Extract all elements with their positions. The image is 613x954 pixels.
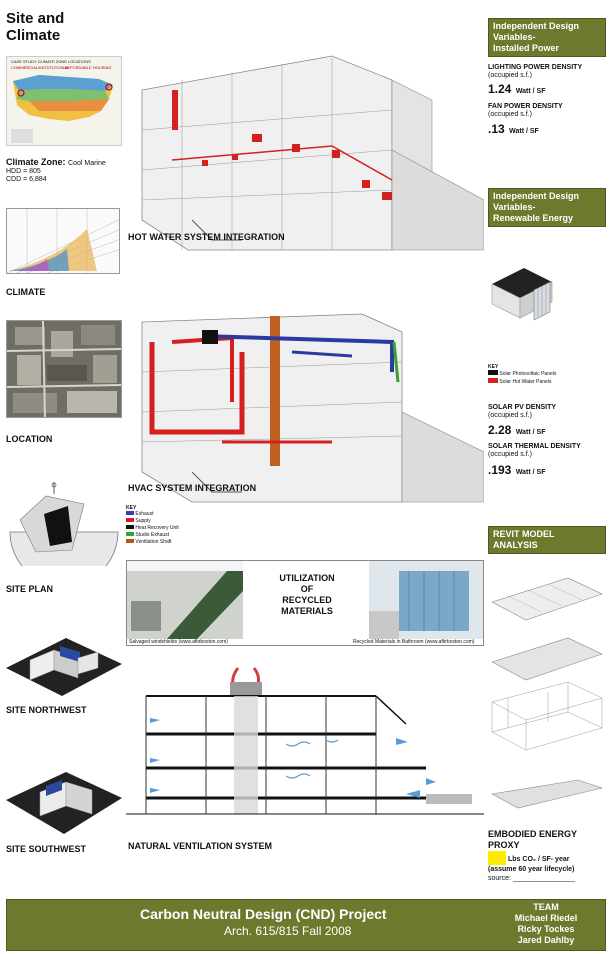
team-member: Michael Riedel bbox=[514, 913, 578, 923]
aerial-graphic bbox=[7, 321, 122, 418]
page-title: Site and Climate bbox=[6, 10, 65, 44]
hvac-key-item: Studio Exhaust bbox=[126, 532, 179, 539]
site-nw-graphic bbox=[6, 628, 122, 698]
revit-analysis-header: REVIT MODEL ANALYSIS bbox=[488, 526, 606, 554]
fpd-value-row: .13 Watt / SF bbox=[488, 122, 539, 136]
key-swatch-supply bbox=[126, 518, 134, 522]
site-northwest-label: SITE NORTHWEST bbox=[6, 705, 87, 715]
bathroom-photo bbox=[369, 561, 483, 639]
hvac-caption: HVAC SYSTEM INTEGRATION bbox=[128, 483, 257, 493]
hvac-key bbox=[126, 511, 179, 546]
location-label: LOCATION bbox=[6, 434, 53, 444]
footer-subtitle: Arch. 615/815 Fall 2008 bbox=[224, 924, 352, 938]
hvac-key-item: Heat Recovery Unit bbox=[126, 525, 179, 532]
bathroom-caption: Recycled Materials in Bathroom (www.aftirboston.com) bbox=[353, 639, 475, 645]
hot-water-system-image bbox=[132, 50, 484, 260]
psychrometric-graphic bbox=[7, 209, 120, 274]
hvac-building-graphic bbox=[132, 312, 484, 512]
site-plan-graphic bbox=[6, 480, 122, 566]
site-plan-image bbox=[6, 480, 122, 566]
site-sw-graphic bbox=[6, 760, 122, 836]
team-member: Ricky Tockes bbox=[517, 924, 575, 934]
us-map-graphic bbox=[9, 71, 119, 129]
pv-sub: (occupied s.f.) bbox=[488, 412, 532, 419]
embodied-source: source: ________________ bbox=[488, 875, 576, 882]
map-legend-box bbox=[11, 129, 33, 143]
section-graphic bbox=[126, 664, 484, 824]
pv-label: SOLAR PV DENSITY bbox=[488, 404, 557, 411]
psychrometric-chart-image bbox=[6, 208, 120, 274]
fpd-label: FAN POWER DENSITY bbox=[488, 103, 563, 110]
embodied-unit: Lbs CO₂ / SF- year bbox=[508, 856, 570, 863]
hvac-key-title: KEY bbox=[126, 505, 137, 511]
renewable-key bbox=[488, 370, 556, 386]
fpd-sub: (occupied s.f.) bbox=[488, 111, 532, 118]
team-block bbox=[500, 902, 592, 946]
climate-zone-line: Climate Zone: Cool Marine bbox=[6, 157, 106, 167]
hvac-system-image bbox=[132, 312, 484, 512]
embodied-value-highlight bbox=[488, 851, 506, 865]
key-item-pv: Solar Photovoltaic Panels bbox=[488, 370, 556, 378]
renewable-building-image bbox=[488, 254, 558, 324]
st-sub: (occupied s.f.) bbox=[488, 451, 532, 458]
recycled-title: UTILIZATION OF RECYCLED MATERIALS bbox=[279, 573, 335, 616]
embodied-note: (assume 60 year lifecycle) bbox=[488, 866, 575, 873]
windshield-photo-graphic bbox=[127, 561, 243, 639]
renewable-building-graphic bbox=[488, 254, 558, 324]
st-value-row: .193 Watt / SF bbox=[488, 463, 546, 477]
map-legend-a: COMMERCIAL/INSTITUTIONAL bbox=[11, 65, 70, 70]
key-swatch-exhaust bbox=[126, 511, 134, 515]
site-plan-label: SITE PLAN bbox=[6, 584, 54, 594]
key-swatch-hw bbox=[488, 378, 498, 383]
climate-label: CLIMATE bbox=[6, 287, 46, 297]
key-item-hw: Solar Hot Water Panels bbox=[488, 378, 556, 386]
revit-model-images bbox=[488, 572, 606, 812]
bathroom-photo-graphic bbox=[369, 561, 483, 639]
revit-graphic bbox=[488, 572, 606, 812]
renewable-key-title: KEY bbox=[488, 364, 499, 370]
hvac-key-item: Ventilation Shaft bbox=[126, 539, 179, 546]
salvaged-windshields-photo bbox=[127, 561, 243, 639]
installed-power-header: Independent Design Variables- Installed Power bbox=[488, 18, 606, 57]
site-southwest-image bbox=[6, 760, 122, 836]
hot-water-caption: HOT WATER SYSTEM INTEGRATION bbox=[128, 232, 285, 242]
team-member: Jared Dahlby bbox=[517, 935, 575, 945]
hvac-key-item: Exhaust bbox=[126, 511, 179, 518]
map-caption: CASE STUDY CLIMATE ZONE LOCATIONS bbox=[11, 59, 91, 64]
key-swatch-shaft bbox=[126, 539, 134, 543]
team-label: TEAM bbox=[533, 902, 559, 912]
lpd-value-row: 1.24 Watt / SF bbox=[488, 82, 546, 96]
embodied-energy-title: EMBODIED ENERGY PROXY bbox=[488, 829, 578, 850]
st-label: SOLAR THERMAL DENSITY bbox=[488, 443, 581, 450]
map-legend-b: AFFORDABLE HOUSING bbox=[65, 65, 112, 70]
footer-title: Carbon Neutral Design (CND) Project bbox=[140, 906, 387, 922]
pv-value-row: 2.28 Watt / SF bbox=[488, 423, 546, 437]
hot-water-building-graphic bbox=[132, 50, 484, 260]
renewable-energy-header: Independent Design Variables- Renewable Energy bbox=[488, 188, 606, 227]
natural-ventilation-caption: NATURAL VENTILATION SYSTEM bbox=[128, 841, 272, 851]
hdd-value: HDD = 805 bbox=[6, 168, 41, 175]
lpd-sub: (occupied s.f.) bbox=[488, 72, 532, 79]
key-swatch-hru bbox=[126, 525, 134, 529]
salvaged-caption: Salvaged windshields (www.aftirboston.com) bbox=[129, 639, 228, 645]
site-northwest-image bbox=[6, 628, 122, 698]
climate-zone-map bbox=[6, 56, 122, 146]
key-swatch-studio bbox=[126, 532, 134, 536]
cdd-value: CDD = 6,884 bbox=[6, 176, 47, 183]
recycled-materials-panel bbox=[126, 560, 484, 646]
site-southwest-label: SITE SOUTHWEST bbox=[6, 844, 87, 854]
hvac-key-item: Supply bbox=[126, 518, 179, 525]
natural-ventilation-image bbox=[126, 664, 484, 824]
lpd-label: LIGHTING POWER DENSITY bbox=[488, 64, 583, 71]
key-swatch-pv bbox=[488, 370, 498, 375]
location-aerial-image bbox=[6, 320, 122, 418]
